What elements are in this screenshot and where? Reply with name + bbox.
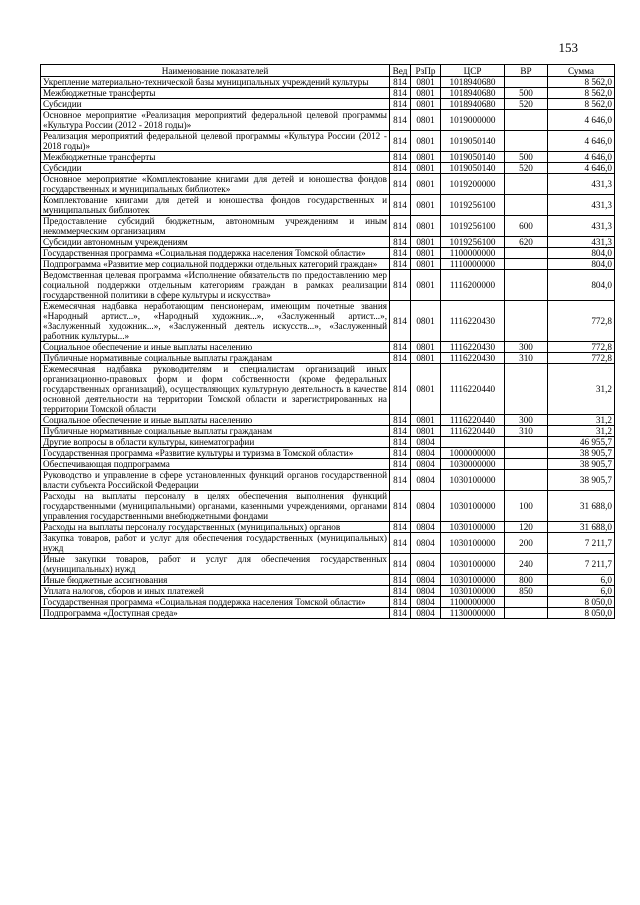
cell-csr: 1030100000 xyxy=(441,522,505,533)
cell-sum: 4 646,0 xyxy=(548,131,615,152)
table-row xyxy=(41,174,615,195)
cell-name: Публичные нормативные социальные выплаты гражданам xyxy=(41,426,390,437)
cell-ved: 814 xyxy=(390,216,411,237)
cell-sum: 8 562,0 xyxy=(548,77,615,88)
cell-vr: 850 xyxy=(505,586,548,597)
cell-rzpr: 0801 xyxy=(411,426,441,437)
cell-name: Субсидии xyxy=(41,163,390,174)
cell-csr: 1019256100 xyxy=(441,216,505,237)
table-row xyxy=(41,364,615,415)
cell-name: Ежемесячная надбавка руководителям и специалистам организаций иных организационно-правовых форм и форм собственности (кроме федеральных государственных организаций), осуществляющих культурную деятельность в качестве основной деятельности на территории Томской области и зарегистрированных на территории Томской области xyxy=(41,364,390,415)
cell-rzpr: 0801 xyxy=(411,99,441,110)
cell-rzpr: 0804 xyxy=(411,554,441,575)
cell-name: Другие вопросы в области культуры, кинематографии xyxy=(41,437,390,448)
cell-name: Расходы на выплаты персоналу государственных (муниципальных) органов xyxy=(41,522,390,533)
table-row xyxy=(41,88,615,99)
cell-rzpr: 0801 xyxy=(411,301,441,342)
cell-sum: 46 955,7 xyxy=(548,437,615,448)
cell-csr: 1019200000 xyxy=(441,174,505,195)
cell-ved: 814 xyxy=(390,353,411,364)
cell-rzpr: 0801 xyxy=(411,248,441,259)
cell-csr: 1019050140 xyxy=(441,152,505,163)
cell-rzpr: 0801 xyxy=(411,131,441,152)
cell-vr xyxy=(505,470,548,491)
cell-sum: 431,3 xyxy=(548,174,615,195)
cell-rzpr: 0801 xyxy=(411,163,441,174)
cell-name: Комплектование книгами для детей и юношества фондов государственных и муниципальных библиотек xyxy=(41,195,390,216)
header-vr: ВР xyxy=(505,65,548,77)
cell-csr xyxy=(441,437,505,448)
cell-rzpr: 0804 xyxy=(411,491,441,522)
cell-vr xyxy=(505,608,548,619)
cell-csr: 1030100000 xyxy=(441,586,505,597)
header-sum: Сумма xyxy=(548,65,615,77)
cell-name: Иные закупки товаров, работ и услуг для обеспечения государственных (муниципальных) нужд xyxy=(41,554,390,575)
cell-ved: 814 xyxy=(390,415,411,426)
cell-rzpr: 0801 xyxy=(411,174,441,195)
table-row xyxy=(41,152,615,163)
cell-vr xyxy=(505,364,548,415)
cell-sum: 431,3 xyxy=(548,237,615,248)
header-rzpr: РзПр xyxy=(411,65,441,77)
table-row xyxy=(41,270,615,301)
cell-name: Социальное обеспечение и иные выплаты населению xyxy=(41,415,390,426)
cell-sum: 31 688,0 xyxy=(548,491,615,522)
cell-csr: 1019050140 xyxy=(441,163,505,174)
cell-ved: 814 xyxy=(390,259,411,270)
cell-ved: 814 xyxy=(390,248,411,259)
table-row xyxy=(41,77,615,88)
cell-rzpr: 0801 xyxy=(411,364,441,415)
cell-rzpr: 0801 xyxy=(411,77,441,88)
cell-csr: 1019256100 xyxy=(441,237,505,248)
cell-csr: 1030100000 xyxy=(441,470,505,491)
table-row xyxy=(41,163,615,174)
table-row xyxy=(41,554,615,575)
cell-sum: 8 562,0 xyxy=(548,88,615,99)
cell-sum: 6,0 xyxy=(548,586,615,597)
cell-sum: 804,0 xyxy=(548,248,615,259)
cell-vr: 300 xyxy=(505,415,548,426)
table-row xyxy=(41,237,615,248)
cell-vr xyxy=(505,131,548,152)
cell-ved: 814 xyxy=(390,448,411,459)
page-number: 153 xyxy=(558,40,578,55)
cell-rzpr: 0804 xyxy=(411,575,441,586)
cell-name: Предоставление субсидий бюджетным, автономным учреждениям и иным некоммерческим организациям xyxy=(41,216,390,237)
cell-vr xyxy=(505,270,548,301)
cell-name: Публичные нормативные социальные выплаты гражданам xyxy=(41,353,390,364)
cell-ved: 814 xyxy=(390,470,411,491)
cell-ved: 814 xyxy=(390,491,411,522)
table-row xyxy=(41,426,615,437)
cell-rzpr: 0801 xyxy=(411,415,441,426)
table-row xyxy=(41,301,615,342)
cell-ved: 814 xyxy=(390,174,411,195)
cell-csr: 1116200000 xyxy=(441,270,505,301)
cell-vr xyxy=(505,597,548,608)
cell-ved: 814 xyxy=(390,99,411,110)
table-row xyxy=(41,353,615,364)
cell-sum: 38 905,7 xyxy=(548,459,615,470)
cell-vr xyxy=(505,110,548,131)
cell-ved: 814 xyxy=(390,152,411,163)
cell-vr xyxy=(505,259,548,270)
cell-ved: 814 xyxy=(390,597,411,608)
table-row xyxy=(41,342,615,353)
cell-name: Реализация мероприятий федеральной целевой программы «Культура России (2012 - 2018 годы)» xyxy=(41,131,390,152)
table-row xyxy=(41,608,615,619)
cell-sum: 772,8 xyxy=(548,342,615,353)
cell-rzpr: 0804 xyxy=(411,470,441,491)
cell-sum: 7 211,7 xyxy=(548,554,615,575)
cell-ved: 814 xyxy=(390,608,411,619)
header-csr: ЦСР xyxy=(441,65,505,77)
table-row xyxy=(41,533,615,554)
table-header-row xyxy=(41,65,615,77)
cell-name: Расходы на выплаты персоналу в целях обеспечения выполнения функций государственными (муниципальными) органами, казенными учреждениями, органами управления государственными внебюджетными фондами xyxy=(41,491,390,522)
table-row xyxy=(41,470,615,491)
cell-ved: 814 xyxy=(390,301,411,342)
cell-sum: 772,8 xyxy=(548,301,615,342)
cell-vr: 800 xyxy=(505,575,548,586)
cell-name: Государственная программа «Социальная поддержка населения Томской области» xyxy=(41,597,390,608)
cell-csr: 1130000000 xyxy=(441,608,505,619)
cell-ved: 814 xyxy=(390,459,411,470)
table-row xyxy=(41,131,615,152)
table-row xyxy=(41,522,615,533)
cell-csr: 1018940680 xyxy=(441,99,505,110)
table-row xyxy=(41,437,615,448)
cell-ved: 814 xyxy=(390,586,411,597)
cell-name: Укрепление материально-технической базы муниципальных учреждений культуры xyxy=(41,77,390,88)
cell-vr: 520 xyxy=(505,163,548,174)
budget-table xyxy=(40,64,615,619)
cell-name: Подпрограмма «Доступная среда» xyxy=(41,608,390,619)
cell-name: Обеспечивающая подпрограмма xyxy=(41,459,390,470)
cell-rzpr: 0804 xyxy=(411,533,441,554)
cell-ved: 814 xyxy=(390,110,411,131)
cell-ved: 814 xyxy=(390,575,411,586)
cell-vr xyxy=(505,174,548,195)
cell-ved: 814 xyxy=(390,237,411,248)
cell-csr: 1030100000 xyxy=(441,533,505,554)
table-row xyxy=(41,195,615,216)
cell-name: Руководство и управление в сфере установленных функций органов государственной власти субъекта Российской Федерации xyxy=(41,470,390,491)
table-row xyxy=(41,99,615,110)
cell-csr: 1018940680 xyxy=(441,88,505,99)
cell-vr: 520 xyxy=(505,99,548,110)
cell-ved: 814 xyxy=(390,88,411,99)
cell-ved: 814 xyxy=(390,131,411,152)
cell-ved: 814 xyxy=(390,533,411,554)
cell-sum: 8 562,0 xyxy=(548,99,615,110)
cell-sum: 431,3 xyxy=(548,195,615,216)
cell-csr: 1030100000 xyxy=(441,575,505,586)
cell-vr: 120 xyxy=(505,522,548,533)
cell-vr: 600 xyxy=(505,216,548,237)
cell-rzpr: 0801 xyxy=(411,110,441,131)
cell-ved: 814 xyxy=(390,342,411,353)
cell-ved: 814 xyxy=(390,426,411,437)
cell-rzpr: 0801 xyxy=(411,216,441,237)
header-ved: Вед xyxy=(390,65,411,77)
cell-vr xyxy=(505,459,548,470)
cell-name: Социальное обеспечение и иные выплаты населению xyxy=(41,342,390,353)
table-row xyxy=(41,216,615,237)
cell-csr: 1000000000 xyxy=(441,448,505,459)
cell-rzpr: 0801 xyxy=(411,353,441,364)
cell-vr: 310 xyxy=(505,426,548,437)
header-name: Наименование показателей xyxy=(41,65,390,77)
cell-vr xyxy=(505,437,548,448)
cell-csr: 1030000000 xyxy=(441,459,505,470)
cell-csr: 1116220440 xyxy=(441,415,505,426)
cell-name: Субсидии автономным учреждениям xyxy=(41,237,390,248)
cell-sum: 31 688,0 xyxy=(548,522,615,533)
cell-rzpr: 0801 xyxy=(411,195,441,216)
cell-vr: 300 xyxy=(505,342,548,353)
cell-rzpr: 0804 xyxy=(411,608,441,619)
cell-vr: 100 xyxy=(505,491,548,522)
table-row xyxy=(41,259,615,270)
cell-rzpr: 0804 xyxy=(411,597,441,608)
table-row xyxy=(41,459,615,470)
cell-csr: 1018940680 xyxy=(441,77,505,88)
cell-name: Уплата налогов, сборов и иных платежей xyxy=(41,586,390,597)
table-row xyxy=(41,415,615,426)
cell-vr: 310 xyxy=(505,353,548,364)
cell-rzpr: 0804 xyxy=(411,522,441,533)
table-row xyxy=(41,248,615,259)
table-row xyxy=(41,448,615,459)
cell-name: Основное мероприятие «Комплектование книгами для детей и юношества фондов государственных и муниципальных библиотек» xyxy=(41,174,390,195)
cell-csr: 1116220430 xyxy=(441,301,505,342)
cell-vr xyxy=(505,248,548,259)
cell-csr: 1030100000 xyxy=(441,491,505,522)
cell-sum: 772,8 xyxy=(548,353,615,364)
cell-vr: 200 xyxy=(505,533,548,554)
cell-rzpr: 0801 xyxy=(411,152,441,163)
table-row xyxy=(41,575,615,586)
cell-name: Иные бюджетные ассигнования xyxy=(41,575,390,586)
cell-name: Закупка товаров, работ и услуг для обеспечения государственных (муниципальных) нужд xyxy=(41,533,390,554)
cell-sum: 4 646,0 xyxy=(548,110,615,131)
cell-rzpr: 0804 xyxy=(411,586,441,597)
cell-vr: 240 xyxy=(505,554,548,575)
table-row xyxy=(41,586,615,597)
cell-sum: 38 905,7 xyxy=(548,470,615,491)
cell-csr: 1019000000 xyxy=(441,110,505,131)
cell-sum: 31,2 xyxy=(548,415,615,426)
cell-csr: 1030100000 xyxy=(441,554,505,575)
cell-rzpr: 0801 xyxy=(411,270,441,301)
cell-sum: 6,0 xyxy=(548,575,615,586)
cell-ved: 814 xyxy=(390,270,411,301)
cell-vr xyxy=(505,448,548,459)
cell-name: Подпрограмма «Развитие мер социальной поддержки отдельных категорий граждан» xyxy=(41,259,390,270)
cell-ved: 814 xyxy=(390,77,411,88)
cell-name: Государственная программа «Развитие культуры и туризма в Томской области» xyxy=(41,448,390,459)
cell-ved: 814 xyxy=(390,437,411,448)
table-row xyxy=(41,110,615,131)
cell-sum: 431,3 xyxy=(548,216,615,237)
cell-vr xyxy=(505,77,548,88)
cell-name: Ведомственная целевая программа «Исполнение обязательств по предоставлению мер социальной поддержки отдельным категориям граждан в рамках реализации государственной политики в сфере культуры и искусства» xyxy=(41,270,390,301)
cell-rzpr: 0801 xyxy=(411,237,441,248)
cell-ved: 814 xyxy=(390,195,411,216)
cell-rzpr: 0804 xyxy=(411,459,441,470)
cell-sum: 38 905,7 xyxy=(548,448,615,459)
cell-sum: 7 211,7 xyxy=(548,533,615,554)
cell-vr: 500 xyxy=(505,152,548,163)
cell-csr: 1116220440 xyxy=(441,364,505,415)
cell-name: Государственная программа «Социальная поддержка населения Томской области» xyxy=(41,248,390,259)
cell-csr: 1116220430 xyxy=(441,342,505,353)
cell-sum: 804,0 xyxy=(548,259,615,270)
cell-ved: 814 xyxy=(390,364,411,415)
cell-ved: 814 xyxy=(390,554,411,575)
cell-csr: 1100000000 xyxy=(441,597,505,608)
cell-name: Ежемесячная надбавка неработающим пенсионерам, имеющим почетные звания «Народный артист...», «Народный художник...», «Заслуженный артист...», «Заслуженный художник...», «Заслуженный деятель искусств...», «Заслуженный работник культуры...» xyxy=(41,301,390,342)
cell-csr: 1019256100 xyxy=(441,195,505,216)
cell-rzpr: 0804 xyxy=(411,448,441,459)
cell-sum: 8 050,0 xyxy=(548,597,615,608)
cell-ved: 814 xyxy=(390,163,411,174)
cell-csr: 1110000000 xyxy=(441,259,505,270)
cell-rzpr: 0801 xyxy=(411,259,441,270)
cell-rzpr: 0804 xyxy=(411,437,441,448)
cell-sum: 31,2 xyxy=(548,426,615,437)
cell-name: Межбюджетные трансферты xyxy=(41,152,390,163)
cell-vr xyxy=(505,301,548,342)
table-row xyxy=(41,597,615,608)
cell-csr: 1116220440 xyxy=(441,426,505,437)
cell-csr: 1116220430 xyxy=(441,353,505,364)
cell-ved: 814 xyxy=(390,522,411,533)
cell-sum: 804,0 xyxy=(548,270,615,301)
cell-vr: 620 xyxy=(505,237,548,248)
cell-vr: 500 xyxy=(505,88,548,99)
cell-sum: 4 646,0 xyxy=(548,152,615,163)
cell-name: Субсидии xyxy=(41,99,390,110)
cell-name: Межбюджетные трансферты xyxy=(41,88,390,99)
cell-csr: 1019050140 xyxy=(441,131,505,152)
cell-name: Основное мероприятие «Реализация мероприятий федеральной целевой программы «Культура России (2012 - 2018 годы)» xyxy=(41,110,390,131)
cell-csr: 1100000000 xyxy=(441,248,505,259)
table-row xyxy=(41,491,615,522)
cell-sum: 8 050,0 xyxy=(548,608,615,619)
cell-rzpr: 0801 xyxy=(411,342,441,353)
cell-vr xyxy=(505,195,548,216)
cell-rzpr: 0801 xyxy=(411,88,441,99)
cell-sum: 31,2 xyxy=(548,364,615,415)
cell-sum: 4 646,0 xyxy=(548,163,615,174)
